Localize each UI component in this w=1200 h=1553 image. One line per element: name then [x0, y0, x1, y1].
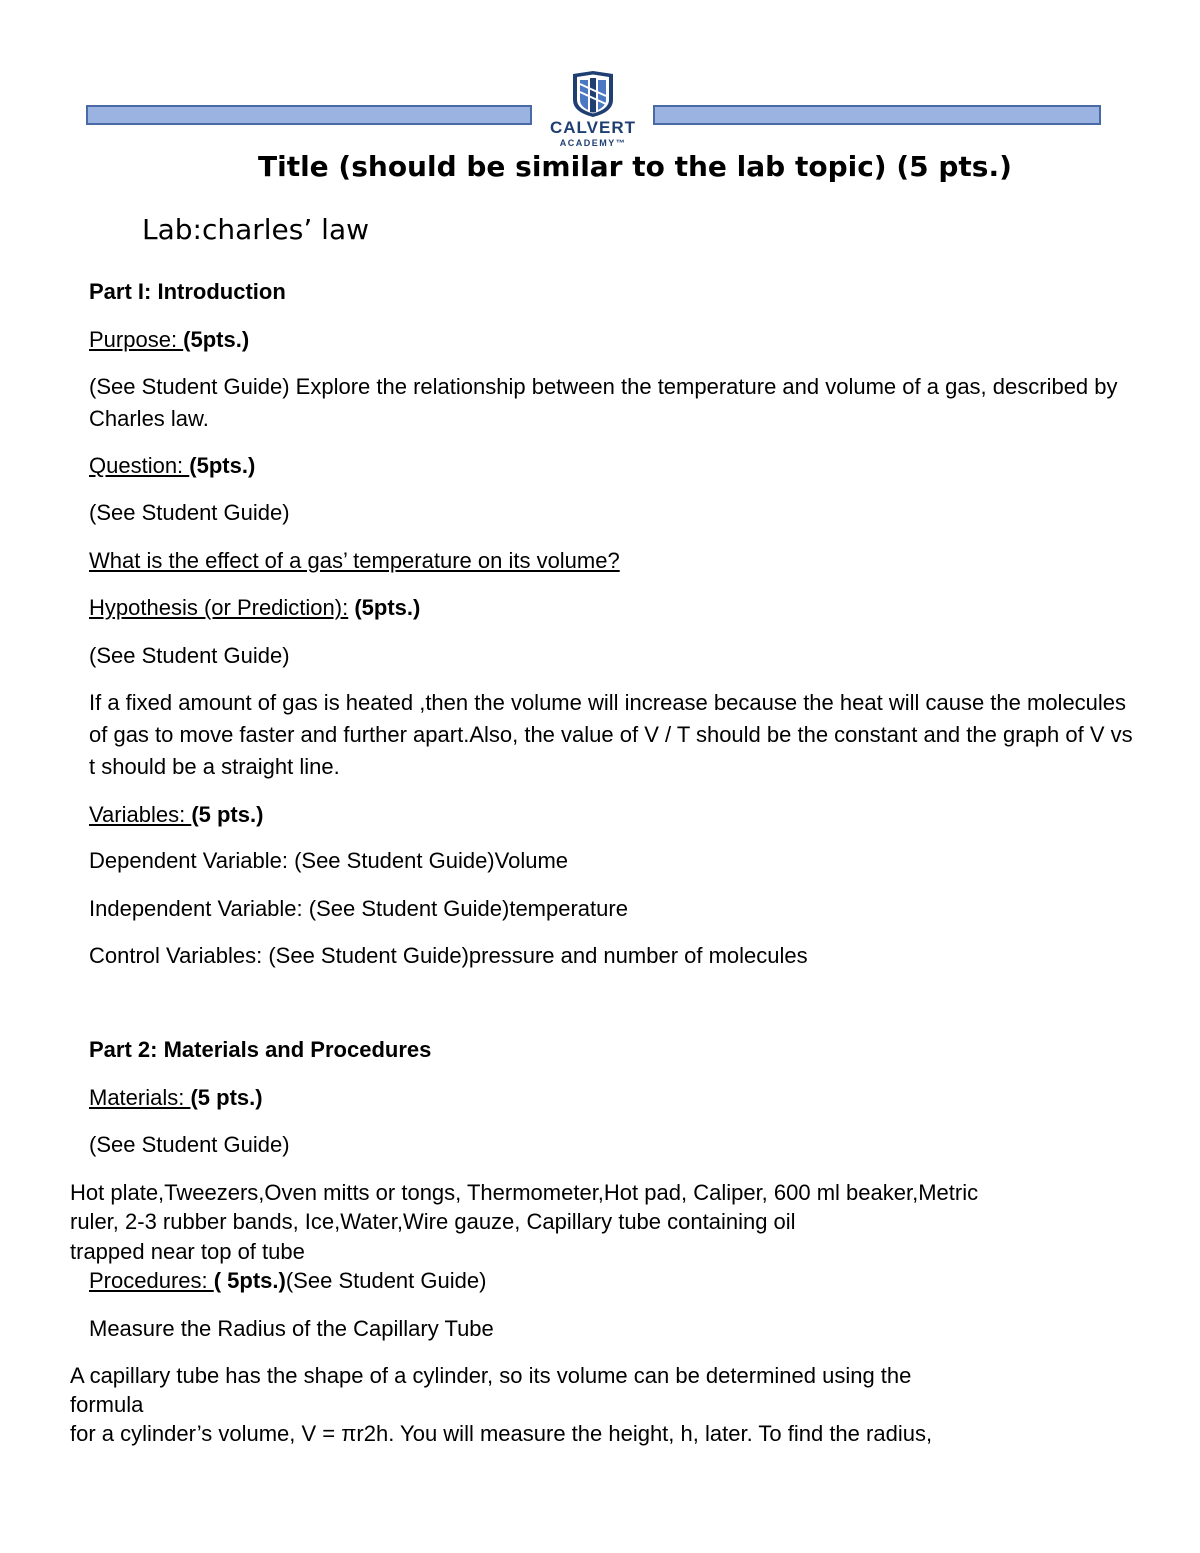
- hypothesis-text: If a fixed amount of gas is heated ,then the volume will increase because the heat will cause the molecules of gas to move faster and further apart.Also, the value of V / T should be the constant and the graph of V vs t should be a straight line.: [89, 690, 1133, 779]
- materials-label: Materials:: [89, 1085, 191, 1110]
- materials-heading: [89, 1082, 263, 1114]
- question-label: Question:: [89, 453, 190, 478]
- shield-icon: [546, 70, 640, 118]
- lab-title: Lab:charles’ law: [142, 213, 370, 246]
- hypothesis-guide: (See Student Guide): [89, 643, 290, 668]
- procedures-guide: (See Student Guide): [285, 1268, 487, 1293]
- materials-line-3: trapped near top of tube: [70, 1239, 305, 1264]
- logo-text-calvert: CALVERT: [549, 118, 636, 137]
- procedures-points: ( 5pts.): [213, 1268, 286, 1293]
- hypothesis-label: Hypothesis (or Prediction):: [89, 595, 349, 620]
- calvert-academy-logo: [546, 70, 640, 150]
- procedures-heading: [89, 1265, 486, 1297]
- capillary-line-3: for a cylinder’s volume, V = πr2h. You will measure the height, h, later. To find the radius,: [70, 1421, 933, 1446]
- control-variables: Control Variables: (See Student Guide)pressure and number of molecules: [89, 943, 808, 968]
- question-guide: (See Student Guide): [89, 500, 290, 525]
- page-title: Title (should be similar to the lab topic) (5 pts.): [258, 150, 1012, 183]
- part1-heading: Part I: Introduction: [89, 279, 286, 304]
- capillary-line-1: A capillary tube has the shape of a cylinder, so its volume can be determined using the: [70, 1363, 912, 1388]
- dependent-variable: Dependent Variable: (See Student Guide)Volume: [89, 848, 569, 873]
- materials-points: (5 pts.): [190, 1085, 263, 1110]
- variables-points: (5 pts.): [191, 802, 264, 827]
- purpose-points: (5pts.): [183, 327, 250, 352]
- materials-guide: (See Student Guide): [89, 1132, 290, 1157]
- question-heading: [89, 450, 255, 482]
- part2-heading: Part 2: Materials and Procedures: [89, 1037, 432, 1062]
- logo-text-academy: ACADEMY™: [559, 138, 627, 148]
- hypothesis-heading: [89, 592, 420, 624]
- question-points: (5pts.): [189, 453, 256, 478]
- measure-radius-heading: Measure the Radius of the Capillary Tube: [89, 1316, 494, 1341]
- materials-line-2: ruler, 2-3 rubber bands, Ice,Water,Wire gauze, Capillary tube containing oil: [70, 1209, 796, 1234]
- variables-label: Variables:: [89, 802, 192, 827]
- purpose-label: Purpose:: [89, 327, 184, 352]
- materials-line-1: Hot plate,Tweezers,Oven mitts or tongs, Thermometer,Hot pad, Caliper, 600 ml beaker,Metric: [70, 1180, 979, 1205]
- purpose-heading: [89, 324, 249, 356]
- capillary-line-2: formula: [70, 1392, 144, 1417]
- procedures-label: Procedures:: [89, 1268, 214, 1293]
- variables-heading: [89, 799, 263, 831]
- hypothesis-points: (5pts.): [348, 595, 421, 620]
- purpose-text: (See Student Guide) Explore the relationship between the temperature and volume of a gas, described by Charles law.: [89, 374, 1118, 431]
- header-bar-right: [653, 105, 1101, 125]
- header-bar-left: [86, 105, 532, 125]
- independent-variable: Independent Variable: (See Student Guide)temperature: [89, 896, 628, 921]
- question-text: What is the effect of a gas’ temperature on its volume?: [89, 548, 620, 573]
